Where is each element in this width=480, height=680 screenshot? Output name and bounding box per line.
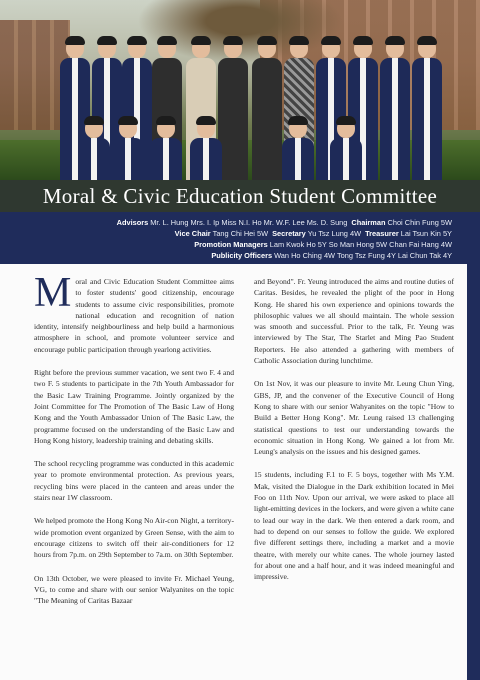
officer-role: Treasurer bbox=[365, 229, 399, 238]
student-figure bbox=[380, 38, 410, 180]
student-figure bbox=[218, 38, 248, 180]
officers-line bbox=[194, 240, 456, 250]
officer-names: Lam Kwok Ho 5Y So Man Hong 5W Chan Fai Hang 4W bbox=[269, 240, 452, 249]
officers-line bbox=[175, 229, 456, 239]
student-figure bbox=[78, 118, 110, 180]
officers-line bbox=[117, 218, 456, 228]
student-figure bbox=[412, 38, 442, 180]
article-paragraph-text: oral and Civic Education Student Committee aims to foster students' good citizenship, encourage students to assume civic responsibilities, promote national education and recognition of nation identity, intensify neighbourliness and help build a harmonious atmosphere in school, and promote volunteer service and encourage public participation through yearlong activities. bbox=[34, 277, 234, 354]
officer-role: Promotion Managers bbox=[194, 240, 268, 249]
student-figure bbox=[330, 118, 362, 180]
group-photo bbox=[0, 0, 480, 180]
officer-names: Choi Chin Fung 5W bbox=[387, 218, 452, 227]
article-paragraph: We helped promote the Hong Kong No Air-con Night, a territory-wide promotion event organized by Green Sense, with the aim to encourage citizens to switch off their air-conditioners for 12 hours from 7p.m. on 29th September to 7a.m. on 30th September. bbox=[34, 516, 234, 560]
student-figure bbox=[112, 118, 144, 180]
officer-names: Yu Tsz Lung 4W bbox=[307, 229, 362, 238]
article-paragraph: On 1st Nov, it was our pleasure to invite Mr. Leung Chun Ying, GBS, JP, and the convener of the Executive Council of Hong Kong to share with our senior Wahyanites on the topic "How to Build a Better Hong Kong". Mr. Leung raised 13 challenging statistical questions to test our understanding towards the economic situation in Hong Kong. We gained a lot from Mr. Leung's analysis on the issues and his designed games. bbox=[254, 379, 454, 457]
article-column-left bbox=[34, 270, 234, 618]
officer-names: Wan Ho Ching 4W Tong Tsz Fung 4Y Lai Chun Tak 4Y bbox=[274, 251, 452, 260]
officer-role: Chairman bbox=[351, 218, 386, 227]
article-paragraph bbox=[34, 270, 234, 355]
article-paragraph: 15 students, including F.1 to F. 5 boys, together with Ms Y.M. Mak, visited the Dialogue in the Dark exhibition located in Mei Foo on 11th Nov. Upon our arrival, we were asked to place all light-emitting devices in the lockers, and were given a white cane to lead our way in the dark. We then entered a dark room, and had to depend on our senses to follow the guide. We explored five different settings there, including a market and a movie theatre, with merely our white canes. The whole journey lasted for about one and a half hour, and it was indeed meaningful and impressive. bbox=[254, 470, 454, 582]
officer-role: Advisors bbox=[116, 218, 149, 227]
officer-names: Lai Tsun Kin 5Y bbox=[400, 229, 452, 238]
side-accent-bar bbox=[467, 264, 480, 680]
student-figure bbox=[150, 118, 182, 180]
officer-role: Secretary bbox=[272, 229, 306, 238]
page-title: Moral & Civic Education Student Committee bbox=[42, 184, 438, 208]
officer-names: Tang Chi Hei 5W bbox=[212, 229, 269, 238]
article-paragraph: On 13th October, we were pleased to invite Fr. Michael Yeung, VG, to come and share with our senior Walyanites on the topic "The Meaning of Caritas Bazaar bbox=[34, 573, 234, 606]
students-group bbox=[0, 0, 480, 180]
officer-role: Publicity Officers bbox=[211, 251, 273, 260]
officer-names: Mr. L. Hung Mrs. I. Ip Miss N.I. Ho Mr. W.F. Lee Ms. D. Sung bbox=[150, 218, 348, 227]
officers-band bbox=[0, 212, 480, 264]
officer-role: Vice Chair bbox=[174, 229, 211, 238]
officers-line bbox=[211, 251, 456, 261]
article-paragraph: The school recycling programme was conducted in this academic year to promote environmental protection. As previous years, recycling bins were placed in the canteen and areas under the stairs near 1W classroom. bbox=[34, 459, 234, 503]
article-paragraph: and Beyond". Fr. Yeung introduced the aims and routine duties of Caritas. Besides, he revealed the plight of the poor in Hong Kong. He shared his own experience and opinions towards the philosophic values we all should maintain. The whole session was smooth and successful. Prior to the talk, Fr. Yeung was interviewed by The Star, The Starlet and Ming Pao Student Reporters. He also attended a gathering with members of Catholic Association during lunchtime. bbox=[254, 277, 454, 366]
student-figure bbox=[282, 118, 314, 180]
article-paragraph: Right before the previous summer vacation, we sent two F. 4 and two F. 5 students to participate in the 7th Youth Ambassador for the Basic Law Training Programme. Jointly organized by the Joint Committee for The Promotion of The Basic Law of Hong Kong and the Youth Ambassador Union of The Basic Law, the programme focused on the understanding of the Basic Law and Hong Kong history, leadership training and debating skills. bbox=[34, 368, 234, 445]
student-figure bbox=[190, 118, 222, 180]
drop-cap: M bbox=[34, 270, 72, 316]
student-figure bbox=[252, 38, 282, 180]
article-column-right bbox=[254, 276, 454, 594]
